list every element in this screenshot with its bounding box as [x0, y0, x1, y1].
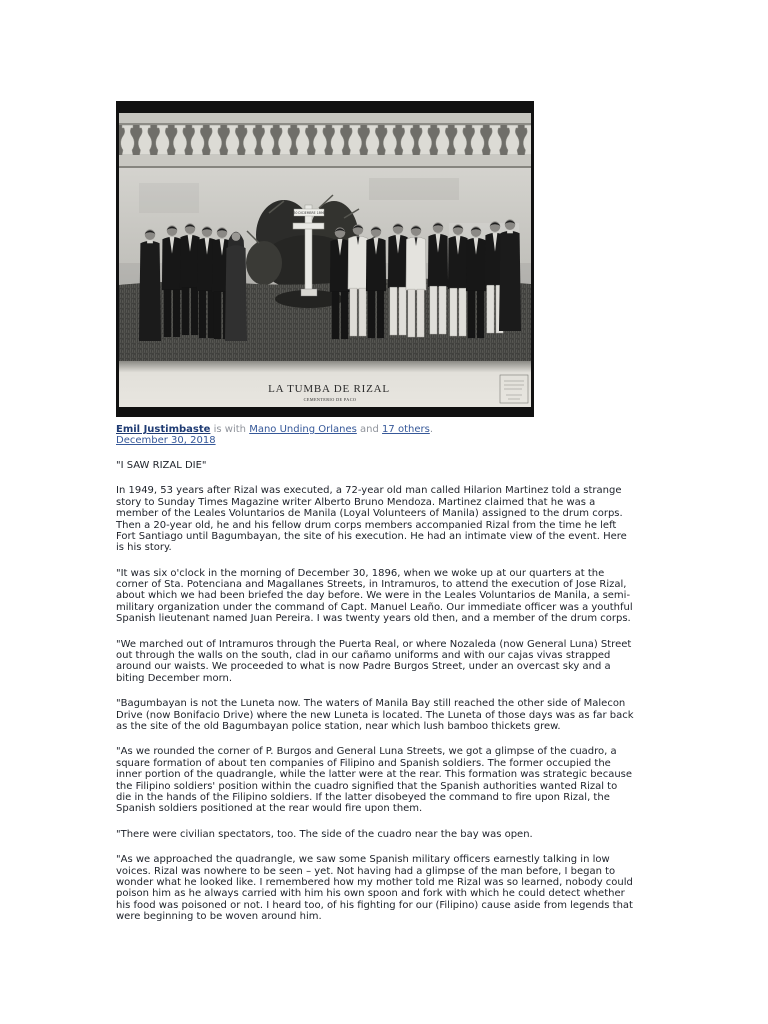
paragraph-line: "It was six o'clock in the morning of December 30, 1896, when we woke up at our quarters at the: [116, 567, 605, 579]
paragraph-line: "As we approached the quadrangle, we saw some Spanish military officers earnestly talking in low: [116, 854, 610, 866]
paragraph-line: poison him as he always carried with him his own spoon and fork with which he could detect whether: [116, 888, 625, 900]
paragraph-line: corner of Sta. Potenciana and Magallanes Streets, in Intramuros, to attend the execution of Jose Rizal,: [116, 579, 627, 591]
paragraph-line: were beginning to be woven around him.: [116, 911, 322, 923]
paragraph-line: "Bagumbayan is not the Luneta now. The waters of Manila Bay still reached the other side of Malecon: [116, 698, 626, 710]
paragraph-line: "There were civilian spectators, too. The side of the cuadro near the bay was open.: [116, 828, 533, 840]
period-text: .: [429, 424, 433, 435]
photo-caption: LA TUMBA DE RIZAL: [268, 383, 390, 395]
article-body: [116, 485, 716, 922]
with-text: is with: [213, 424, 247, 435]
paragraph-line: "We marched out of Intramuros through the Puerta Real, or where Nozaleda (now General Luna) Street: [116, 638, 632, 650]
paragraph-line: biting December morn.: [116, 672, 233, 684]
photo-frame: [116, 101, 534, 417]
paragraph-line: Spanish soldiers positioned at the rear would fire upon them.: [116, 803, 423, 815]
article-title: "I SAW RIZAL DIE": [116, 459, 207, 471]
post-header: [116, 424, 716, 435]
post-date-link[interactable]: December 30, 2018: [116, 435, 216, 447]
paragraph: [116, 639, 716, 685]
paragraph: [116, 746, 716, 814]
author-link[interactable]: Emil Justimbaste: [116, 424, 211, 435]
paragraph: [116, 485, 716, 553]
paragraph-line: member of the Leales Voluntarios de Manila (Loyal Volunteers of Manila) assigned to the drum corps.: [116, 508, 623, 520]
paragraph-line: his food was poisoned or not. I heard too, of his fighting for our (Filipino) cause aside from legends that: [116, 899, 633, 911]
grave-photo: [119, 113, 531, 407]
paragraph: [116, 698, 716, 732]
photo-subcaption: CEMENTERIO DE PACO: [303, 397, 357, 402]
paragraph-line: the Filipino soldiers' position within the cuadro signified that the Spanish authorities wanted Rizal to: [116, 780, 618, 792]
paragraph-line: about which we had been briefed the day before. We were in the Leales Voluntarios de Manila, a semi-: [116, 590, 631, 602]
paragraph-line: square formation of about ten companies of Filipino and Spanish soldiers. The former occupied the: [116, 757, 611, 769]
paragraph: [116, 854, 716, 922]
paragraph-line: inner portion of the quadrangle, while the latter were at the rear. This formation was strategic because: [116, 769, 633, 781]
paragraph-line: Drive (now Bonifacio Drive) where the new Luneta is located. The Luneta of those days was as far back: [116, 709, 634, 721]
paragraph-line: Then a 20-year old, he and his fellow drum corps members accompanied Rizal from the time he left: [116, 519, 617, 531]
post: [116, 424, 716, 922]
paragraph-line: Fort Santiago until Bagumbayan, the site of his execution. He had an intimate view of the event. Here: [116, 530, 627, 542]
paragraph-line: die in the hands of the Filipino soldiers. If the latter disobeyed the command to fire upon Rizal, the: [116, 791, 610, 803]
post-date-line: [116, 435, 716, 446]
paragraph: [116, 568, 716, 625]
paragraph-line: voices. Rizal was nowhere to be seen – yet. Not having had a glimpse of the man before, I began to: [116, 865, 616, 877]
paragraph-line: military organization under the command of Capt. Manuel Leaño. Our immediate officer was a youthful: [116, 601, 633, 613]
paragraph-line: In 1949, 53 years after Rizal was executed, a 72-year old man called Hilarion Martinez told a strange: [116, 485, 622, 497]
paragraph-line: as the site of the old Bagumbayan police station, near which lush bamboo thickets grew.: [116, 721, 561, 732]
paragraph-line: "As we rounded the corner of P. Burgos and General Luna Streets, we got a glimpse of the cuadro, a: [116, 746, 617, 758]
paragraph-line: around our waists. We proceeded to what is now Padre Burgos Street, under an overcast sky and a: [116, 661, 611, 673]
others-link[interactable]: 17 others: [382, 424, 430, 435]
paragraph: [116, 829, 716, 840]
cross-sign-text: 30 DICIEMBRE 1896: [293, 211, 325, 216]
tagged-person-link[interactable]: Mano Unding Orlanes: [249, 424, 357, 435]
paragraph-line: is his story.: [116, 542, 172, 554]
paragraph-line: story to Sunday Times Magazine writer Alberto Bruno Mendoza. Martinez claimed that he was a: [116, 496, 596, 508]
paragraph-line: wonder what he looked like. I remembered how my mother told me Rizal was so learned, nobody could: [116, 876, 633, 888]
paragraph-line: Spanish lieutenant named Juan Pereira. I was twenty years old then, and a member of the drum corps.: [116, 613, 631, 625]
paragraph-line: out through the walls on the south, clad in our cañamo uniforms and with our cajas vivas strapped: [116, 650, 611, 662]
and-text: and: [360, 424, 379, 435]
